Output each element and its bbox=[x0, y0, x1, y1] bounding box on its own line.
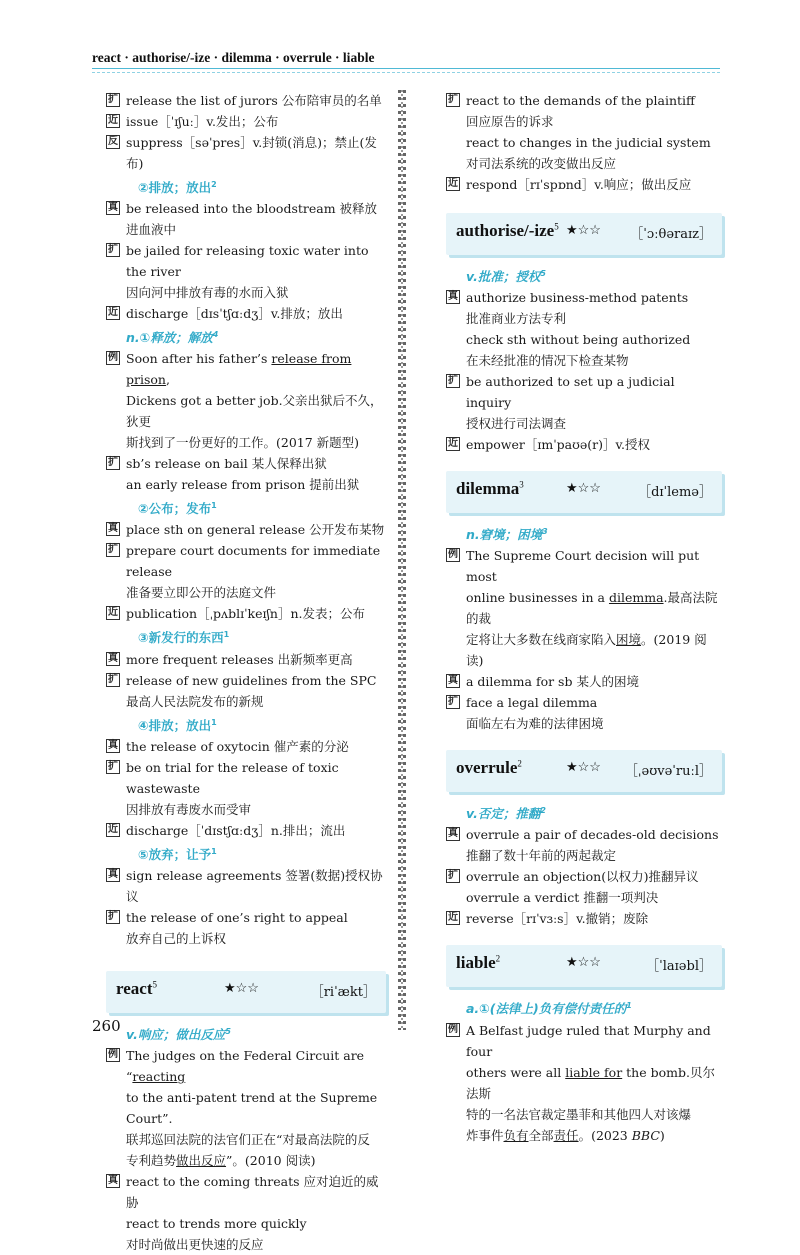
header-rule bbox=[92, 68, 720, 69]
entry-line: 近 publication［ˌpʌblɪˈkeɪʃn］n.发表；公布 bbox=[108, 606, 365, 622]
entry-line: 反 suppress［səˈpres］v.封锁(消息)；禁止(发布) bbox=[108, 135, 377, 171]
entry-continuation: 在未经批准的情况下检查某物 bbox=[466, 353, 629, 369]
kuo-tag-icon: 扩 bbox=[108, 544, 118, 556]
kuo-tag-icon: 扩 bbox=[448, 375, 458, 387]
headword-box-authorise bbox=[446, 213, 722, 255]
entry-continuation: 因排放有毒废水而受审 bbox=[126, 801, 252, 817]
entry-continuation: 因向河中排放有毒的水而入狱 bbox=[126, 285, 289, 301]
jin-tag-icon: 近 bbox=[108, 823, 118, 835]
entry-line: 近 reverse［rɪˈvɜːs］v.撤销；废除 bbox=[448, 911, 649, 927]
headword-box-liable bbox=[446, 945, 722, 987]
jin-tag-icon: 近 bbox=[448, 178, 458, 189]
sense-heading: ⑤放弃；让予$^1$ bbox=[138, 846, 217, 862]
difficulty-stars-icon: ★☆☆ bbox=[566, 223, 601, 238]
entry-continuation: check sth without being authorized bbox=[466, 332, 691, 348]
headword: dilemma$^3$ bbox=[456, 479, 524, 499]
entry-line: 真 place sth on general release 公开发布某物 bbox=[108, 522, 385, 538]
entry-continuation: react to changes in the judicial system bbox=[466, 135, 711, 150]
entry-line: 扩 sb’s release on bail 某人保释出狱 bbox=[108, 456, 327, 472]
phonetic: ［ˈɔːθəraɪz］ bbox=[630, 227, 712, 242]
difficulty-stars-icon: ★☆☆ bbox=[566, 481, 601, 497]
entry-continuation: 面临左右为难的法律困境 bbox=[466, 716, 604, 732]
entry-line: 近 empower［ɪmˈpaʊə(r)］v.授权 bbox=[448, 437, 651, 453]
entry-continuation: others were all liable for the bomb.贝尔法斯 bbox=[466, 1064, 715, 1101]
entry-line: 真 be released into the bloodstream 被释放进血液中 bbox=[108, 201, 378, 238]
sense-heading: n.①释放；解放$^4$ bbox=[126, 330, 219, 346]
li-tag-icon: 例 bbox=[448, 549, 458, 561]
entry-continuation: 批准商业方法专利 bbox=[466, 311, 567, 327]
entry-line: 真 react to the coming threats 应对迫近的威胁 bbox=[108, 1174, 379, 1211]
entry-line: 扩 prepare court documents for immediate release bbox=[108, 543, 381, 580]
kuo-tag-icon: 扩 bbox=[108, 244, 118, 256]
phonetic: ［ˌəʊvəˈruːl］ bbox=[624, 764, 712, 780]
entry-continuation: 特的一名法官裁定墨菲和其他四人对该爆 bbox=[466, 1106, 692, 1122]
kuo-tag-icon: 扩 bbox=[108, 457, 118, 469]
entry-line: 真 overrule a pair of decades-old decisions bbox=[448, 827, 719, 843]
sense-heading: a.①(法律上)负有偿付责任的$^1$ bbox=[466, 1001, 632, 1017]
entry-continuation: 推翻了数十年前的两起裁定 bbox=[466, 848, 617, 864]
entry-line: 扩 be authorized to set up a judicial inquiry bbox=[448, 374, 675, 411]
example-line: 例 The Supreme Court decision will put most bbox=[448, 548, 700, 585]
entry-continuation: 授权进行司法调查 bbox=[466, 416, 567, 432]
headword-box-overrule bbox=[446, 750, 722, 792]
difficulty-stars-icon: ★☆☆ bbox=[566, 955, 601, 971]
entry-continuation: react to trends more quickly bbox=[126, 1216, 307, 1232]
zhen-tag-icon: 真 bbox=[108, 523, 118, 535]
sense-heading: v.批准；授权$^5$ bbox=[466, 269, 546, 285]
phonetic: ［riˈækt］ bbox=[310, 984, 376, 1000]
sense-heading: ④排放；放出$^1$ bbox=[138, 717, 217, 733]
difficulty-stars-icon: ★☆☆ bbox=[566, 760, 601, 776]
sense-heading: n.窘境；困境$^3$ bbox=[466, 527, 548, 543]
entry-line: 近 discharge［ˈdɪstʃɑːdʒ］n.排出；流出 bbox=[108, 822, 346, 838]
entry-continuation: 放弃自己的上诉权 bbox=[126, 930, 227, 946]
difficulty-stars-icon: ★☆☆ bbox=[224, 980, 259, 996]
right-column bbox=[446, 90, 722, 1146]
entry-line: 扩 overrule an objection(以权力)推翻异议 bbox=[448, 869, 699, 885]
zhen-tag-icon: 真 bbox=[108, 202, 118, 214]
entry-line: 真 more frequent releases 出新频率更高 bbox=[108, 651, 353, 667]
zhen-tag-icon: 真 bbox=[108, 1175, 118, 1187]
headword: liable$^2$ bbox=[456, 953, 501, 973]
entry-continuation: overrule a verdict 推翻一项判决 bbox=[466, 890, 659, 906]
entry-continuation: 斯找到了一份更好的工作。(2017 新题型) bbox=[126, 435, 360, 451]
entry-continuation: 最高人民法院发布的新规 bbox=[126, 693, 264, 709]
entry-continuation: 对司法系统的改变做出反应 bbox=[466, 156, 617, 171]
jin-tag-icon: 近 bbox=[448, 438, 458, 450]
zhen-tag-icon: 真 bbox=[108, 652, 118, 664]
entry-line: 扩 release of new guidelines from the SPC bbox=[108, 672, 377, 688]
jin-tag-icon: 近 bbox=[108, 607, 118, 619]
entry-continuation: Dickens got a better job.父亲出狱后不久，狄更 bbox=[126, 393, 383, 430]
li-tag-icon: 例 bbox=[108, 352, 118, 364]
entry-continuation: to the anti-patent trend at the Supreme Court”. bbox=[126, 1090, 378, 1127]
entry-continuation: 回应原告的诉求 bbox=[466, 114, 554, 129]
entry-line: 扩 be jailed for releasing toxic water into the river bbox=[108, 243, 369, 280]
entry-continuation: 联邦巡回法院的法官们正在“对最高法院的反 bbox=[126, 1132, 370, 1148]
zhen-tag-icon: 真 bbox=[448, 675, 458, 687]
kuo-tag-icon: 扩 bbox=[448, 696, 458, 708]
kuo-tag-icon: 扩 bbox=[108, 94, 118, 105]
entry-line: 近 respond［rɪˈspɒnd］v.响应；做出反应 bbox=[448, 177, 692, 192]
kuo-tag-icon: 扩 bbox=[108, 910, 118, 922]
entry-line: 扩 the release of one’s right to appeal bbox=[108, 909, 348, 925]
sense-heading: v.响应；做出反应$^5$ bbox=[126, 1026, 231, 1043]
entry-continuation: 专利趋势做出反应”。(2010 阅读) bbox=[126, 1153, 316, 1169]
entry-line: 扩 release the list of jurors 公布陪审员的名单 bbox=[108, 93, 382, 108]
entry-line: 真 authorize business-method patents bbox=[448, 290, 689, 306]
zhen-tag-icon: 真 bbox=[448, 828, 458, 840]
entry-line: 真 sign release agreements 签署(数据)授权协议 bbox=[108, 867, 383, 904]
headword: authorise/-ize$^5$ bbox=[456, 221, 559, 240]
li-tag-icon: 例 bbox=[448, 1023, 458, 1035]
page-number: 260 bbox=[92, 1017, 121, 1035]
sense-heading: v.否定；推翻$^2$ bbox=[466, 806, 546, 822]
entry-line: 真 the release of oxytocin 催产素的分泌 bbox=[108, 738, 349, 754]
sense-heading: ②排放；放出$^2$ bbox=[138, 180, 217, 196]
li-tag-icon: 例 bbox=[108, 1049, 118, 1061]
running-header: react · authorise/-ize · dilemma · overrule · liable bbox=[92, 50, 375, 65]
headword: overrule$^2$ bbox=[456, 758, 522, 778]
kuo-tag-icon: 扩 bbox=[448, 870, 458, 882]
headword: react$^5$ bbox=[116, 978, 157, 998]
entry-continuation: online businesses in a dilemma.最高法院的裁 bbox=[466, 590, 718, 627]
entry-continuation: 定将让大多数在线商家陷入困境。(2019 阅读) bbox=[466, 632, 707, 669]
zhen-tag-icon: 真 bbox=[108, 739, 118, 751]
headword-box-dilemma bbox=[446, 471, 722, 513]
sense-heading: ②公布；发布$^1$ bbox=[138, 501, 217, 517]
entry-line: 近 discharge［dɪsˈtʃɑːdʒ］v.排放；放出 bbox=[108, 306, 343, 322]
entry-line: 近 issue［ˈɪʃuː］v.发出；公布 bbox=[108, 114, 279, 129]
zhen-tag-icon: 真 bbox=[448, 291, 458, 303]
kuo-tag-icon: 扩 bbox=[448, 94, 458, 105]
zhen-tag-icon: 真 bbox=[108, 868, 118, 880]
phonetic: ［dɪˈlemə］ bbox=[638, 485, 712, 501]
entry-continuation: 对时尚做出更快速的反应 bbox=[126, 1237, 264, 1253]
entry-line: 扩 react to the demands of the plaintiff bbox=[448, 93, 695, 108]
left-column bbox=[106, 90, 386, 1255]
example-line: 例 Soon after his father’s release from prison, bbox=[108, 351, 352, 388]
kuo-tag-icon: 扩 bbox=[108, 673, 118, 685]
fan-tag-icon: 反 bbox=[108, 136, 118, 147]
example-line: 例 A Belfast judge ruled that Murphy and four bbox=[448, 1022, 711, 1059]
entry-line: 真 a dilemma for sb 某人的困境 bbox=[448, 674, 639, 690]
entry-continuation: an early release from prison 提前出狱 bbox=[126, 477, 360, 493]
headword-box-react bbox=[106, 971, 386, 1013]
example-line: 例 The judges on the Federal Circuit are “reacting bbox=[108, 1048, 365, 1085]
entry-continuation: 炸事件负有全部责任。(2023 BBC) bbox=[466, 1127, 665, 1143]
phonetic: ［ˈlaɪəbl］ bbox=[646, 959, 712, 975]
kuo-tag-icon: 扩 bbox=[108, 760, 118, 772]
sense-heading: ③新发行的东西$^1$ bbox=[138, 630, 230, 646]
entry-continuation: 准备要立即公开的法庭文件 bbox=[126, 585, 277, 601]
jin-tag-icon: 近 bbox=[108, 307, 118, 319]
header-rule-dashed bbox=[92, 72, 720, 73]
entry-line: 扩 face a legal dilemma bbox=[448, 695, 598, 711]
jin-tag-icon: 近 bbox=[108, 115, 118, 126]
entry-line: 扩 be on trial for the release of toxic wastewaste bbox=[108, 759, 339, 796]
jin-tag-icon: 近 bbox=[448, 912, 458, 924]
column-divider bbox=[398, 90, 406, 1030]
